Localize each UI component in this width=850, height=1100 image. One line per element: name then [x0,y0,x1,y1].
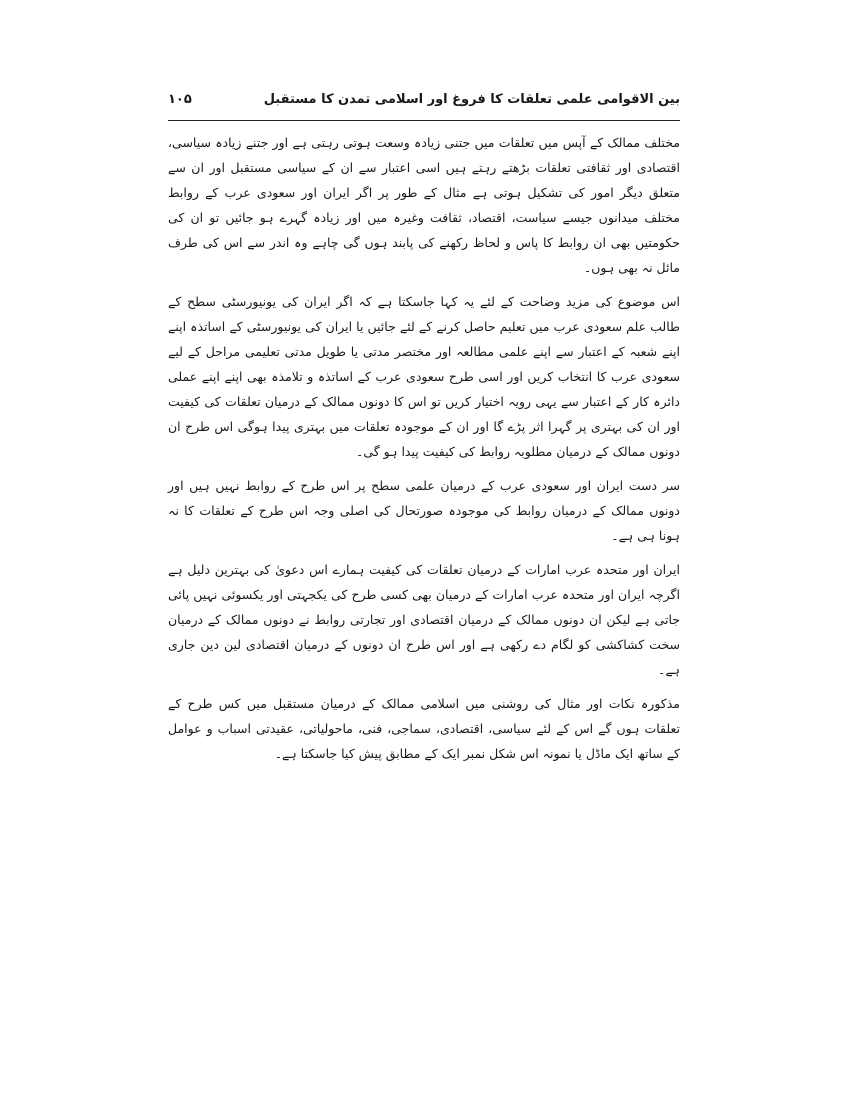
body-text [168,130,680,775]
page-number: ۱۰۵ [168,92,192,107]
running-header-title: بین الاقوامی علمی تعلقات کا فروغ اور اسلامی تمدن کا مستقبل [263,92,680,107]
paragraph-5: مذکورہ نکات اور مثال کی روشنی میں اسلامی ممالک کے درمیان مستقبل میں کس طرح کے تعلقات ہوں گے اس کے لئے سیاسی، اقتصادی، سماجی، فنی، ماحولیاتی، عقیدتی اسباب و عوامل کے ساتھ ایک ماڈل یا نمونہ اس شکل نمبر ایک کے مطابق پیش کیا جاسکتا ہے۔ [168,696,680,761]
running-header [168,90,680,118]
paragraph-3: سر دست ایران اور سعودی عرب کے درمیان علمی سطح پر اس طرح کے روابط نہیں ہیں اور دونوں ممالک کے درمیان روابط کی موجودہ صورتحال کی اصلی وجہ اس طرح کے تعلقات کا نہ ہونا ہی ہے۔ [168,478,680,543]
header-divider [168,120,680,121]
paragraph-2: اس موضوع کی مزید وضاحت کے لئے یہ کہا جاسکتا ہے کہ اگر ایران کی یونیورسٹی سطح کے طالب علم سعودی عرب میں تعلیم حاصل کرنے کے لئے جائیں یا ایران کی یونیورسٹی کے اساتذہ اپنے اپنے شعبہ کے اعتبار سے اپنے علمی مطالعہ اور مختصر مدتی یا طویل مدتی تعلیمی مراحل کے لیے سعودی عرب کا انتخاب کریں اور اسی طرح سعودی عرب کے اساتذہ و تلامذہ بھی اپنے اپنے عملی دائرہ کار کے اعتبار سے یہی رویہ اختیار کریں تو اس کا دونوں ممالک کے درمیان تعلقات کی کیفیت اور ان کی بہتری پر گہرا اثر پڑے گا اور ان کے موجودہ تعلقات میں بہتری پیدا ہوگی اس طرح ان دونوں ممالک کے درمیان مطلوبہ روابط کی کیفیت پیدا ہو گی۔ [168,294,680,459]
paragraph-1: مختلف ممالک کے آپس میں تعلقات میں جتنی زیادہ وسعت ہوتی رہتی ہے اور جتنے زیادہ سیاسی، اقتصادی اور ثقافتی تعلقات بڑھتے رہتے ہیں اسی اعتبار سے ان کے سیاسی مستقبل اور ان سے متعلق دیگر امور کی تشکیل ہوتی ہے مثال کے طور پر اگر ایران اور سعودی عرب کے روابط مختلف میدانوں جیسے سیاست، اقتصاد، ثقافت وغیرہ میں اور زیادہ گہرے ہو جائیں تو ان کی حکومتیں بھی ان روابط کا پاس و لحاظ رکھنے کی پابند ہوں گی چاہے وہ اندر سے اس کی طرف مائل نہ بھی ہوں۔ [168,135,680,275]
paragraph-4: ایران اور متحدہ عرب امارات کے درمیان تعلقات کی کیفیت ہمارے اس دعویٰ کی بہترین دلیل ہے اگرچہ ایران اور متحدہ عرب امارات کے درمیان بھی کسی طرح کی یکجہتی اور یکسوئی نہیں پائی جاتی ہے لیکن ان دونوں ممالک کے درمیان اقتصادی اور تجارتی روابط نے دونوں ممالک کے درمیان سخت کشاکشی کو لگام دے رکھی ہے اور اس طرح ان دونوں کے درمیان اقتصادی لین دین جاری ہے۔ [168,562,680,677]
